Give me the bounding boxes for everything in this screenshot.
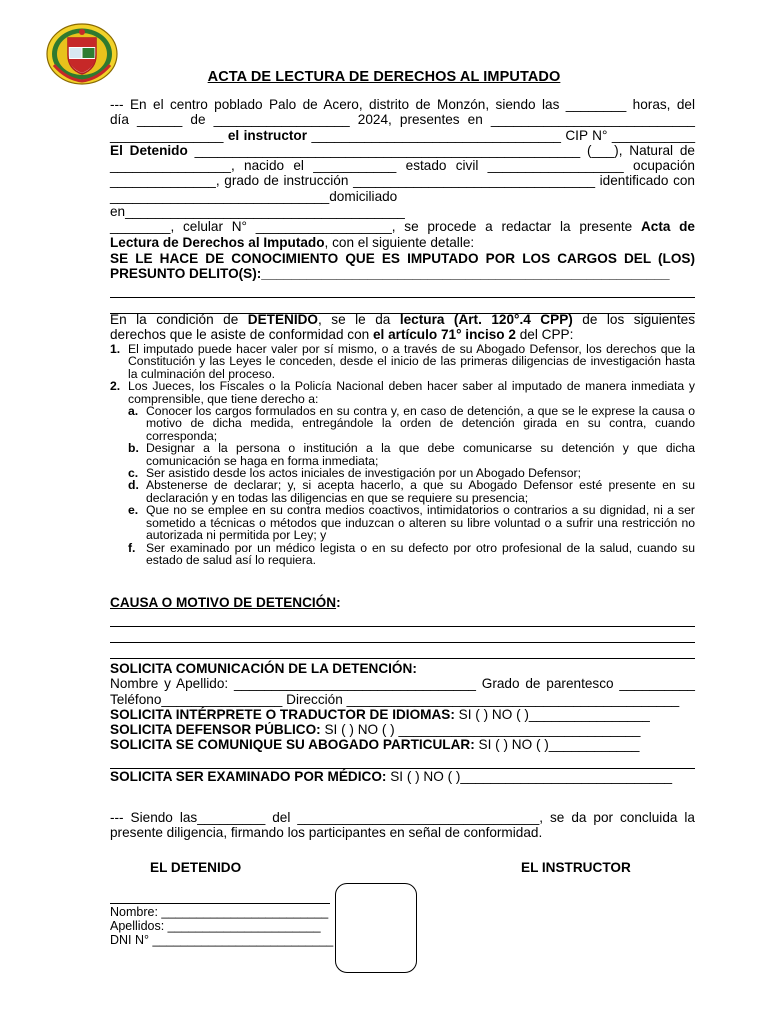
- item-letter: e.: [128, 503, 139, 518]
- list-item: [110, 405, 695, 442]
- item-letter: b.: [128, 441, 139, 456]
- blank-line: [110, 282, 695, 298]
- signature-line: [110, 903, 330, 904]
- blank-line: [110, 627, 695, 643]
- document-title: ACTA DE LECTURA DE DERECHOS AL IMPUTADO: [207, 69, 561, 85]
- item-text: Los Jueces, los Fiscales o la Policía Nacional deben hacer saber al imputado de manera inmediata y comprensible, que tiene derecho a:: [128, 379, 695, 406]
- list-item: [110, 442, 695, 467]
- article-bold: lectura (Art. 120°.4 CPP): [399, 312, 573, 327]
- acta-label: Acta de: [640, 219, 695, 235]
- item-letter: a.: [128, 404, 139, 419]
- list-item: [110, 479, 695, 504]
- defensor-line: [110, 722, 695, 737]
- condicion-paragraph: [110, 312, 695, 343]
- intro-line-3: [110, 128, 695, 143]
- blank-line: [110, 643, 695, 659]
- abogado-line: [110, 737, 695, 752]
- cargos-line-2: PRESUNTO DELITO(S):______________________________________________________: [110, 266, 670, 282]
- interprete-options: SI ( ) NO ( )________________: [454, 706, 650, 722]
- item-text: Que no se emplee en su contra medios coactivos, intimidatorios o contrarios a su dignidad, ni a ser sometido a técnicas o métodos que induzcan o alteren su libre voluntad o a sufrir una restricción no autorizada ni permitida por Ley; y: [146, 503, 695, 543]
- detenido-bold: DETENIDO: [247, 312, 319, 327]
- blank-line: [110, 753, 695, 769]
- item-letter: d.: [128, 478, 139, 493]
- list-item: [110, 343, 695, 380]
- item-letter: c.: [128, 466, 139, 481]
- detenido-blank: ___________________________________________________ (___), Natural de: [194, 142, 695, 158]
- item-text: Designar a la persona o institución a la que debe comunicarse su detención y que dicha comunicación se haga en forma inmediata;: [146, 441, 695, 468]
- text: del CPP:: [519, 327, 574, 343]
- item-text: Ser asistido desde los actos iniciales de investigación por un Abogado Defensor;: [146, 466, 581, 481]
- blank: _______________: [110, 127, 224, 143]
- nombre-field: Nombre: ________________________: [110, 905, 329, 919]
- intro-line-1: --- En el centro poblado Palo de Acero, distrito de Monzón, siendo las ________ horas, del: [110, 97, 695, 112]
- item-number: 1.: [110, 342, 121, 356]
- instructor-blank: _________________________________ CIP N° ___________: [311, 127, 696, 143]
- apellidos-field: Apellidos: ______________________: [110, 919, 321, 933]
- causa-section: [110, 595, 695, 659]
- medico-line: [110, 769, 695, 784]
- cierre-line-1: --- Siendo las_________ del ________________________________, se da por concluida la: [110, 810, 695, 825]
- rights-list: [110, 343, 695, 566]
- dni-field: DNI N° __________________________: [110, 933, 334, 947]
- detalle-text: , con el siguiente detalle:: [324, 234, 475, 250]
- comunicacion-line-2: Teléfono________________ Dirección ____________________________________________: [110, 691, 680, 707]
- interprete-label: SOLICITA INTÉRPRETE O TRADUCTOR DE IDIOMAS:: [110, 706, 455, 722]
- causa-heading: [110, 595, 695, 610]
- defensor-label: SOLICITA DEFENSOR PÚBLICO:: [110, 722, 321, 738]
- comunicacion-line-1: Nombre y Apellido: ________________________________ Grado de parentesco __________: [110, 676, 695, 692]
- blank-line: [110, 610, 695, 626]
- instructor-label: el instructor: [227, 127, 308, 143]
- intro-line-4: [110, 143, 695, 158]
- causa-label: CAUSA O MOTIVO DE DETENCIÓN: [110, 595, 337, 610]
- cargos-line-1: SE LE HACE DE CONOCIMIENTO QUE ES IMPUTADO POR LOS CARGOS DEL (LOS): [110, 251, 695, 266]
- text: derechos que le asiste de conformidad con: [110, 327, 370, 343]
- causa-colon: :: [336, 595, 341, 610]
- detenido-signature-title: EL DETENIDO: [150, 860, 242, 875]
- detenido-label: El Detenido: [110, 142, 188, 158]
- item-letter: f.: [128, 540, 136, 555]
- item-text: Conocer los cargos formulados en su contra y, en caso de detención, a que se le exprese la causa o motivo de dicha medida, entregándole la orden de detención girada en su contra, cuando corresponda;: [146, 404, 695, 443]
- comunicacion-heading: SOLICITA COMUNICACIÓN DE LA DETENCIÓN:: [110, 661, 417, 676]
- condicion-line-1: [110, 312, 695, 327]
- list-item: [110, 380, 695, 405]
- cierre-paragraph: [110, 810, 695, 841]
- acta-name: Lectura de Derechos al Imputado: [110, 234, 325, 250]
- intro-line-5: ________________, nacido el ___________ estado civil __________________ ocupación: [110, 158, 695, 174]
- intro-line-6: ______________, grado de instrucción ________________________________ identificado con: [110, 173, 695, 189]
- abogado-options: SI ( ) NO ( )____________: [474, 737, 640, 753]
- item-text: Abstenerse de declarar; y, si acepta hacerlo, a que su Abogado Defensor esté presente en su declaración y en todas las diligencias en que se requiere su presencia;: [146, 478, 695, 505]
- intro-line-7: _____________________________domiciliado en_____________________________________: [110, 188, 405, 220]
- text: de los siguientes: [582, 312, 696, 327]
- abogado-label: SOLICITA SE COMUNIQUE SU ABOGADO PARTICULAR:: [110, 737, 475, 753]
- medico-label: SOLICITA SER EXAMINADO POR MÉDICO:: [110, 769, 387, 785]
- instructor-signature-title: EL INSTRUCTOR: [521, 860, 631, 875]
- intro-line-8: [110, 219, 695, 234]
- interprete-line: [110, 707, 695, 722]
- intro-line-9: [110, 235, 695, 250]
- item-text: Ser examinado por un médico legista o en su defecto por otro profesional de la salud, cuando su estado de salud así lo requiera.: [146, 540, 695, 567]
- defensor-options: SI ( ) NO ( ) ________________________________: [320, 722, 641, 738]
- comunicacion-section: [110, 661, 695, 784]
- cierre-line-2: presente diligencia, firmando los participantes en señal de conformidad.: [110, 825, 543, 841]
- fingerprint-box: [335, 883, 417, 973]
- item-text: El imputado puede hacer valer por sí mismo, o a través de su Abogado Defensor, los derechos que la Constitución y las Leyes le conceden, desde el inicio de las primeras diligencias de investigación hasta la culminación del proceso.: [128, 342, 695, 381]
- medico-options: SI ( ) NO ( )____________________________: [386, 769, 673, 785]
- celular-blank: ________, celular N° __________________, se procede a redactar la presente: [110, 219, 633, 235]
- item-number: 2.: [110, 379, 121, 394]
- intro-paragraph: [110, 97, 695, 250]
- article-71-bold: el artículo 71° inciso 2: [372, 327, 516, 343]
- condicion-line-2: [110, 327, 695, 342]
- intro-line-2: día ______ de __________________ 2024, presentes en ___________________________: [110, 112, 695, 128]
- text: En la condición de: [110, 312, 239, 327]
- text: , se le da: [318, 312, 391, 327]
- list-item: [110, 542, 695, 567]
- cargos-section: [110, 251, 695, 314]
- list-item: [110, 504, 695, 541]
